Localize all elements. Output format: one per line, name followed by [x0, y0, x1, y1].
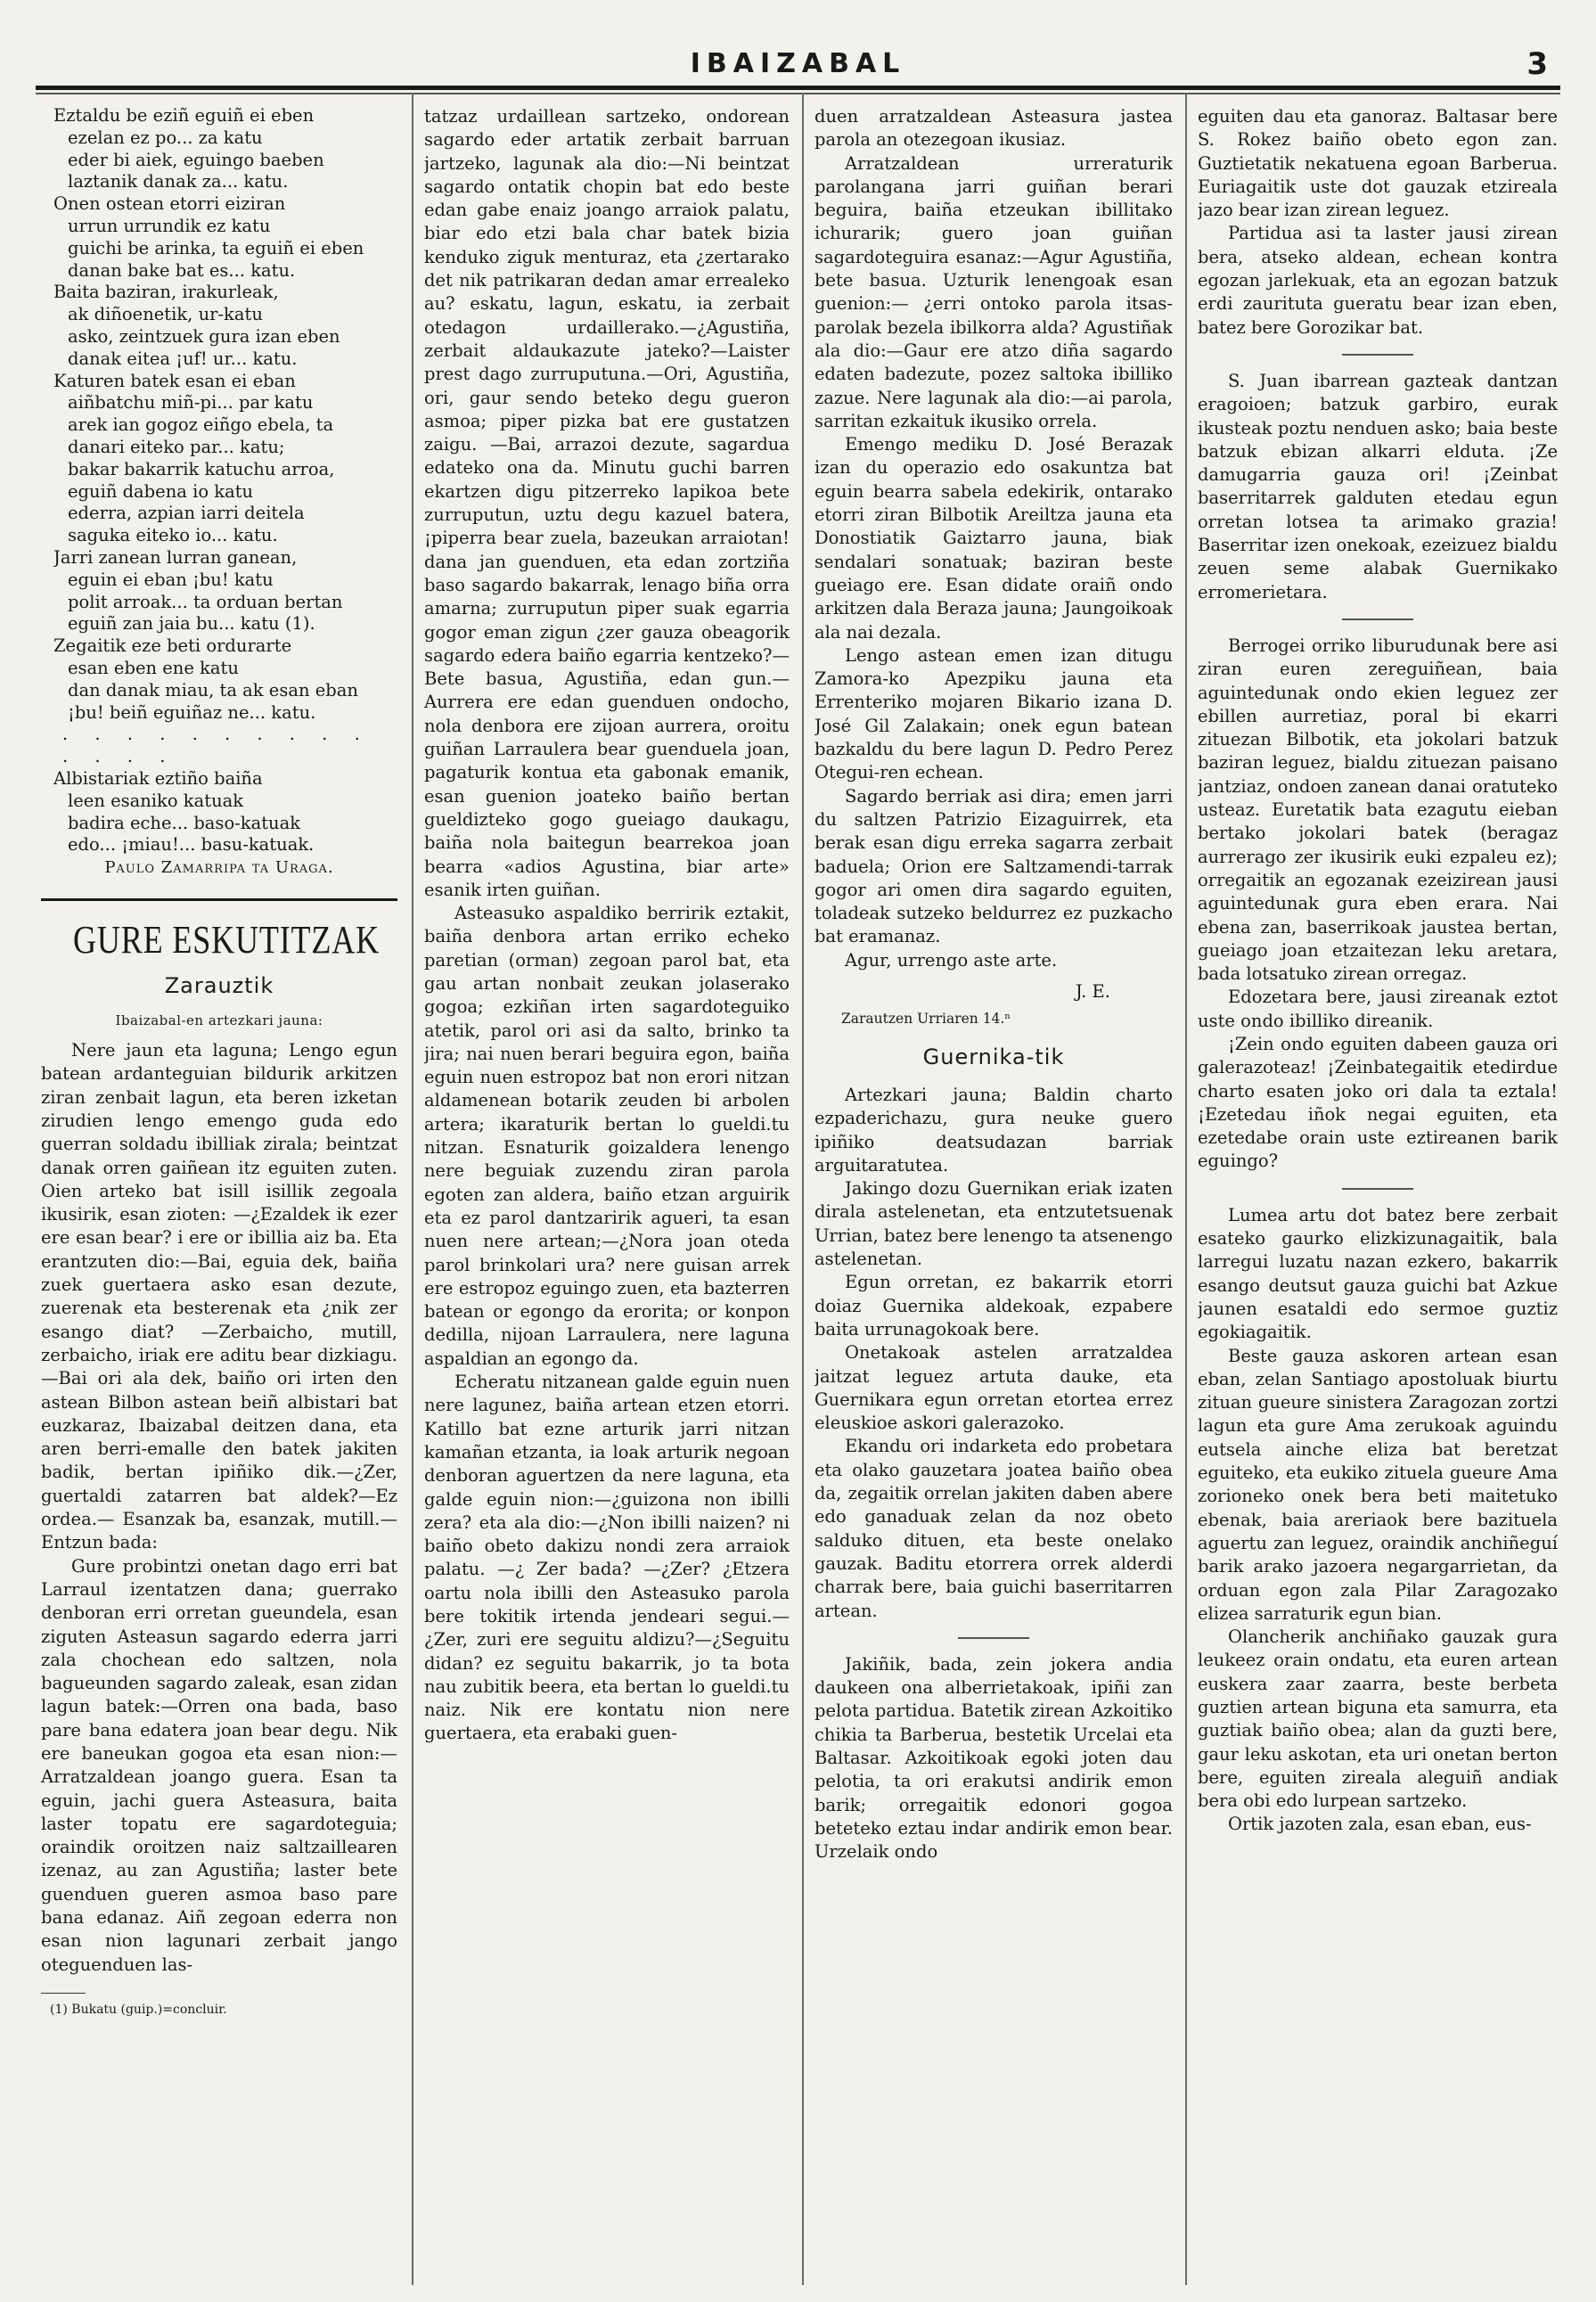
poem-line: Albistariak eztiño baiña: [53, 767, 263, 789]
masthead-title: IBAIZABAL: [690, 48, 906, 79]
page-number: 3: [1526, 46, 1548, 82]
paragraph: Edozetara bere, jausi zireanak eztot uste ondo ibilliko direanik.: [1198, 987, 1558, 1031]
poem-line: aiñbatchu miñ-pi... par katu: [68, 392, 314, 414]
poem-line: arek ian gogoz eiñgo ebela, ta: [68, 414, 334, 436]
paragraph: eguiten dau eta ganoraz. Baltasar bere S. Rokez baiño obeto egon zan. Guztietatik nekatuena egoan Barberua. Euriagaitik uste dot gauzak etzireala jazo bear izan zirean leguez.: [1198, 106, 1558, 221]
paragraph: Beste gauza askoren artean esan eban, zelan Santiago apostoluak biurtu zituan gueure sinistera Zaragozan zortzi lagun eta gure Ama zerukoak aguindu eutsela ainche eliza bat beretzat eguiteko, eta eukiko zituela gueure Ama zorioneko onek bera beti maitetuko ebenak, baia areriaok bere bazituela aguertu zan leguez, oraindik anchiñeguí barik arako jazoera negargarrietan, da orduan egon zala Pilar Zaragozako elizea sarraturik egun bian.: [1198, 1345, 1558, 1624]
paragraph: Jakingo dozu Guernikan eriak izaten dirala astelenetan, eta entzutetsuenak Urrian, batez bere lenengo ta atsenengo astelenetan.: [814, 1178, 1173, 1270]
column-4: [1198, 105, 1558, 2289]
letter-heading: Guernika-tik: [922, 1044, 1065, 1069]
poem: [41, 105, 397, 856]
poem-line: danak eitea ¡uf! ur... katu.: [68, 348, 298, 369]
poem-line: saguka eiteko io... katu.: [68, 525, 278, 546]
paragraph: Emengo mediku D. José Berazak izan du operazio edo osakuntza bat eguin bearra sabela edekirik, ontarako etorri ziran Bilbotik Areiltza jauna eta Donostiatik Gaiztarro jauna, biak sendalari sonatuak; baziran beste gueiago ere. Esan didate oraiñ ondo arkitzen dala Beraza jauna; Jaungoikoak ala nai dezala.: [814, 434, 1173, 643]
section-title: GURE ESKUTITZAK: [73, 918, 381, 963]
paragraph: Sagardo berriak asi dira; emen jarri du saltzen Patrizio Eizaguirrek, eta berak esan digu erreka sagarra zerbait baduela; Orion ere Saltzamendi-tarrak gogor ari omen dira sagardo eguiten, toladeak sutzeko beldurrez ez puzkacho bat eramanaz.: [814, 785, 1173, 947]
paragraph: ¡Zein ondo eguiten dabeen gauza ori galerazoteaz! ¡Zeinbategaitik etedirdue charto esaten joko ori dala ta eztala! ¡Ezetedau iñok negai eguiten, eta ezetedabe orain uste eztireanen barik eguingo?: [1198, 1033, 1558, 1172]
poem-line: Eztaldu be eziñ eguiñ ei eben: [53, 105, 315, 126]
poem-line: leen esaniko katuak: [68, 790, 244, 811]
paragraph: Agur, urrengo aste arte.: [845, 949, 1058, 971]
poem-line: Jarri zanean lurran ganean,: [53, 546, 298, 568]
paragraph: Asteasuko aspaldiko berririk eztakit, baiña denbora artan erriko echeko paretian (orman) zegoan parol bat, eta gau artan nonbait zeukan jolaserako gogoa; ezkiñan irten sagardoteguiko atetik, parol ori asi da salto, brinko ta jira; nai nuen berari beguira egon, baiña eguin nuen estropoz bat non erori nitzan aldamenean botarik zeuden bi arbolen artera; ikaraturik bertan lo gueldi.tu nitzan. Esnaturik goizaldera lenengo nere beguiak zuzendu ziran parola egoten zan aldera, baiño etzan arguirik eta ez parol dantzaririk agueri, ta esan nuen nere artean;—¿Nora joan oteda parol brinkolari ura? nere guisan arrek ere estropoz eguingo zuen, eta bazterren batean or egongo da erorita; or konpon dedilla, nijoan Larraulera, nere laguna aspaldian an egongo da.: [424, 903, 790, 1369]
section-separator: [1342, 1188, 1413, 1190]
section-separator: [1342, 619, 1413, 620]
paragraph: Echeratu nitzanean galde eguin nuen nere lagunez, baiña artean etzen etorri. Katillo bat ezne arturik jarri nitzan kamañan etzanta, ia loak arturik negoan denboran aguertzen da nere laguna, eta galde eguin nion:—¿guizona non ibilli zera? eta ala dio:—¿Non ibilli naizen? ni baiño obeto dakizu nondi zera arraiok palatu. —¿ Zer bada? —¿Zer? ¿Etzera oartu nola ibilli den Asteasuko parola bere tokitik irtenda jendeari segui.— ¿Zer, zuri ere seguitu aldizu?—¿Seguitu didan? ez seguitu bakarrik, jo ta bota nau zubitik beera, eta bertan lo gueldi.tu naiz. Nik ere kontatu nion nere guertaera, eta erabaki guen-: [424, 1372, 790, 1744]
paragraph: Gure probintzi onetan dago erri bat Larraul izentatzen dana; guerrako denboran erri orretan gueundela, esan ziguten Asteasun sagardo ederra jarri zala chochean edo saltzen, nola bagueunden sagardo zaleak, esan zidan lagun batek:—Orren ona bada, baso pare bana edatera joan bear degu. Nik ere baneukan gogoa eta esan nion:—Arratzaldean joango guera. Esan ta eguin, jachi guera Asteasura, baita laster topatu ere sagardoteguia; oraindik oroitzen naiz saltzaillearen izenaz, au zan Agustiña; laster bete guenduen gueren asmoa baso pare bana edanaz. Aiñ zegoan ederra non esan nion lagunari zerbait jango oteguenduen las-: [41, 1555, 397, 1975]
poem-line: Onen ostean etorri eiziran: [53, 193, 286, 215]
footnote: (1) Bukatu (guip.)=concluir.: [50, 2002, 227, 2017]
paragraph: Berrogei orriko liburudunak bere asi ziran euren zereguiñean, baia aguintedunak ondo ekien leguez zer ebillen aurretiaz, poral bi ekarri zituezan Bilbotik, eta jokolari batzuk baziran leguez, bialdu zituezan paisano jantziaz, ondoen zanean danai oratuteko usteaz. Euretatik bata ezagutu eieban bertako jokolari batek (beragaz aurrerago zer ikusirik euki ezpaleu ez); orregaitik an egozanak ezeizirean jausi aguintedunak gura eben erara. Nai ebena zan, baserrikoak jaustea bertan, gueiago joan etzaitezan leku aretara, bada lotsatuko zirean orregaz.: [1198, 635, 1558, 985]
poem-line: dan danak miau, ta ak esan eban: [68, 679, 358, 700]
paragraph: Egun orretan, ez bakarrik etorri doiaz Guernika aldekoak, ezpabere baita urrunagokoak bere.: [814, 1272, 1173, 1339]
letter-dateline: Zarautzen Urriaren 14.ⁿ: [841, 1010, 1011, 1027]
column-2: [424, 105, 790, 2289]
poem-line: polit arroak... ta orduan bertan: [68, 591, 343, 612]
poem-line: urrun urrundik ez katu: [68, 215, 271, 236]
paragraph: Nere jaun eta laguna; Lengo egun batean ardanteguian bildurik arkitzen ziran zenbait lagun, eta beren izketan zirudien lengo emengo guda edo guerran soldadu ibilliak zirala; beintzat danak orren gaiñean itz eguiten zuten. Oien arteko bat isill isillik zegoala ikusirik, esan zioten: —¿Ezaldek ik ezer ere esan bear? i ere or ibillia aiz ba. Eta erantzuten dio:—Bai, eguia dek, baiña zuek guertaera asko esan dezute, zuerenak eta besterenak eta ¿nik zer esango diat? —Zerbaicho, mutill, zerbaicho, iriak ere aditu bear dizkiagu.—Bai ori ala dek, baiño ori irten den astean Bilbon astean beiñ albistari bat euzkaraz, Ibaizabal deitzen dana, eta aren berri-emalle den batek jakiten badik, bertan ipiñiko dik.—¿Zer, guertaldi zatarren bat aldek?—Ez ordea.— Esanzak ba, esanzak, mutill.—Entzun bada:: [41, 1040, 397, 1553]
footnote-rule: [41, 1993, 86, 1994]
poem-line: eguin ei eban ¡bu! katu: [68, 569, 274, 590]
letter-heading: Zarauztik: [164, 973, 274, 999]
header-rule: [36, 86, 1560, 90]
poem-line: Baita baziran, irakurleak,: [53, 282, 279, 303]
poem-line: Zegaitik eze beti ordurarte: [53, 635, 292, 657]
section-rule: [41, 898, 397, 901]
header-rule-thin: [36, 93, 1560, 94]
letter-initials: J. E.: [1075, 980, 1110, 1002]
column-divider: [802, 93, 804, 2285]
poem-line: badira eche... baso-katuak: [68, 812, 301, 833]
section-separator: [1342, 354, 1413, 356]
column-divider: [1185, 93, 1187, 2285]
paragraph: Lumea artu dot batez bere zerbait esateko gaurko elizkizunagaitik, bala larregui luzatu nazan ezkero, bakarrik esango deutsut gauza guichi bat Azkue jaunen esataldi edo sermoe guztiz egokiagaitik.: [1198, 1204, 1558, 1343]
poem-line: asko, zeintzuek gura izan eben: [68, 325, 340, 347]
column-1: [41, 105, 397, 2280]
column-3: [814, 105, 1173, 2289]
poem-line: eder bi aiek, eguingo baeben: [68, 149, 324, 170]
paragraph: Olancherik anchiñako gauzak gura leukeez orain ondatu, eta euren artean euskera zaar zaarra, beste berbeta guztien artean biguna eta samurra, eta guztiak baiño obea; alan da guzti bere, gaur leku askotan, eta uri onetan berton bere, eguiten zireala aleguiñ andiak bera obi edo lurpean sartzeko.: [1198, 1626, 1558, 1812]
poem-line: eguiñ zan jaia bu... katu (1).: [68, 613, 315, 635]
paragraph: tatzaz urdaillean sartzeko, ondorean sagardo eder artatik zerbait barruan jartzeko, lagunak ala dio:—Ni beintzat sagardo ontatik chopin bat edo beste edan gabe enaiz joango arraiok palatu, biar edo etzi bala char batek bizia kenduko ziguk menturaz, eta ¿zertarako det nik patrikaran dedan amar errealeko au? eskatu, lagun, eskatu, ia zerbait otedagon urdaillerako.—¿Agustiña, zerbait aldaukazute jateko?—Laister prest dago zurruputuna.—Ori, Agustiña, ori, gaur sendo beteko degu gueron asmoa; piper pizka bat ere gustatzen zaigu. —Bai, arrazoi dezute, sagardua edateko ona da. Minutu guchi barren ekartzen digu pitzerreko lapikoa bete zurruputun, uztu degu kazuel batera, ¡piperra bear zuela, bazeukan arraiotan! dana jan guenduen, eta edan zortziña baso sagardo bakarrak, lenago biña orra amarna; zurruputun piper suak egarria gogor eman zigun ¿zer gauza obeagorik sagardo edera baiño egarria kentzeko?—Bete basua, Agustiña, edan gun.—Aurrera ere edan guenduen ondocho, nola denbora ere zijoan aurrera, oroitu guiñan Larraulera bear guenduela joan, pagaturik kontua eta gabonak emanik, esan guenion joateko baiño bertan gueldizteko gogo gueiago daukagu, baiña nola baitegun bearrekoa joan bearra «adios Agustina, biar arte» esanik irten guiñan.: [424, 106, 790, 900]
paragraph: Onetakoak astelen arratzaldea jaitzat leguez artuta dauke, eta Guernikara egun orretan etortea errez eleuskioe askori galerazoko.: [814, 1342, 1173, 1434]
poem-line: danan bake bat es... katu.: [68, 259, 296, 281]
poem-line: laztanik danak za... katu.: [68, 171, 289, 193]
paragraph: Artezkari jauna; Baldin charto ezpaderichazu, gura neuke guero ipiñiko deatsudazan barriak arguitaratutea.: [814, 1084, 1173, 1176]
poem-line: Katuren batek esan ei eban: [53, 370, 296, 391]
letter-addressee: Ibaizabal-en artezkari jauna:: [115, 1012, 323, 1029]
poem-line: edo... ¡miau!... basu-katuak.: [68, 834, 315, 856]
section-separator: [958, 1637, 1029, 1639]
ellipsis-divider: . . . . . . . . . . . . . .: [62, 724, 371, 767]
paragraph: Arratzaldean urreraturik parolangana jarri guiñan berari beguira, baiña etzeukan ibillitako ichurarik; guero joan guiñan sagardoteguira esanaz:—Agur Agustiña, bete basua. Uzturik lenengoak esan guenion:— ¿erri ontoko parola itsas-parolak bezela ibilkorra alda? Agustiñak ala dio:—Gaur ere atzo diña sagardo edaten badezute, pozez saltoka ibilliko zazue. Nere lagunak ala dio:—ai parola, sarritan ezkaituk ikusiko orrela.: [814, 152, 1173, 431]
poem-line: eguiñ dabena io katu: [68, 480, 254, 502]
poem-line: ak diñoenetik, ur-katu: [68, 304, 263, 325]
poem-line: ezelan ez po... za katu: [68, 127, 263, 148]
poem-line: ¡bu! beiñ eguiñaz ne... katu.: [68, 701, 316, 723]
paragraph: Jakiñik, bada, zein jokera andia daukeen ona alberrietakoak, ipiñi zan pelota partidua. Batetik zirean Azkoitiko chikia ta Barberua, bestetik Urcelai eta Baltasar. Azkoitikoak egoki joten dau pelotia, ta ori erakutsi andirik emon barik; orregaitik edonori gogoa beteteko eztau indar andirik emon bear. Urzelaik ondo: [814, 1653, 1173, 1863]
paragraph: Partidua asi ta laster jausi zirean bera, atseko aldean, echean kontra egozan jarlekuak, eta an egozan batzuk erdi zaurituta gueratu bear izan eben, batez bere Gorozikar bat.: [1198, 223, 1558, 338]
paragraph: duen arratzaldean Asteasura jastea parola an otezegoan ikusiaz.: [814, 106, 1173, 151]
paragraph: Ortik jazoten zala, esan eban, eus-: [1228, 1814, 1532, 1835]
poem-signature: Paulo Zamarripa ta Uraga.: [104, 858, 334, 878]
page-header: [36, 43, 1560, 87]
poem-line: ederra, azpian iarri deitela: [68, 503, 305, 524]
poem-line: danari eiteko par... katu;: [68, 436, 285, 457]
poem-line: guichi be arinka, ta eguiñ ei eben: [68, 237, 364, 258]
paragraph: Ekandu ori indarketa edo probetara eta olako gauzetara joatea baiño obea da, zegaitik orrelan jakiten daben abere edo ganaduak zelan da noz obeto salduko dituen, eta beste onelako gauzak. Baditu etorrera orrek alderdi charrak bere, baia guichi baserritarren artean.: [814, 1436, 1173, 1621]
paragraph: S. Juan ibarrean gazteak dantzan eragoioen; batzuk garbiro, eurak ikusteak poztu nenduen asko; baia beste batzuk ebizan alkarri elduta. ¡Ze damugarria gauza ori! ¡Zeinbat baserritarrek galduten etedau egun orretan lotsea ta arimako grazia! Baserritar izen onekoak, ezeizuez bialdu zeuen seme alabak Guernikako erromerietara.: [1198, 370, 1558, 602]
column-divider: [412, 93, 413, 2285]
poem-line: esan eben ene katu: [68, 657, 239, 678]
poem-line: bakar bakarrik katuchu arroa,: [68, 458, 335, 479]
paragraph: Lengo astean emen izan ditugu Zamora-ko Apezpiku jauna eta Errenteriko mojaren Bikario izana D. José Gil Zalakain; onek egun batean bazkaldu du bere lagun D. Pedro Perez Otegui-ren echean.: [814, 644, 1173, 783]
